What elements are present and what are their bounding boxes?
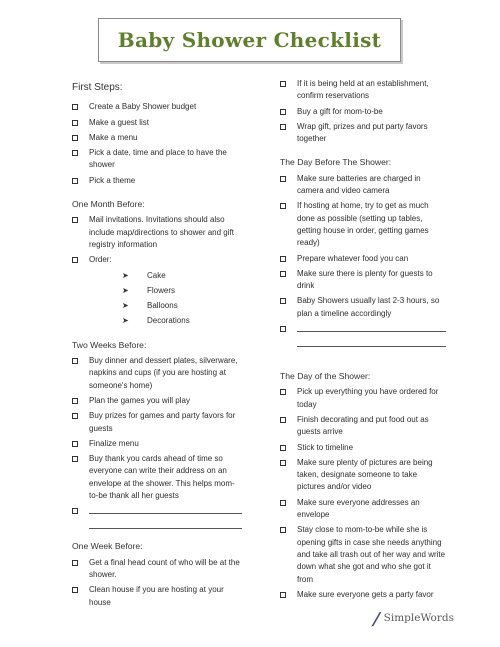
- sub-list: [89, 270, 242, 328]
- checkbox[interactable]: [72, 358, 78, 364]
- checklist-item: [72, 101, 242, 113]
- checklist-item-text: Stay close to mom-to-be while she is opening gifts in case she needs anything and take all trash out of her way and write down what she got and who she got it from: [297, 525, 446, 584]
- checkbox[interactable]: [280, 326, 286, 332]
- checklist-item: [280, 253, 446, 265]
- checkbox[interactable]: [280, 460, 286, 466]
- checklist-item: [280, 200, 446, 249]
- checkbox[interactable]: [72, 456, 78, 462]
- checkbox[interactable]: [72, 508, 78, 514]
- checklist-item: [280, 295, 446, 320]
- checkbox[interactable]: [280, 109, 286, 115]
- checklist-item-text: Stick to timeline: [297, 442, 354, 452]
- checkbox[interactable]: [72, 150, 78, 156]
- checkbox[interactable]: [280, 298, 286, 304]
- checklist-item: [72, 214, 242, 251]
- checklist: [280, 78, 446, 145]
- checklist-item: [72, 132, 242, 144]
- checklist-item: [72, 505, 242, 529]
- checklist-item: [72, 395, 242, 407]
- checklist: [72, 355, 242, 529]
- checklist-item: [280, 268, 446, 293]
- section-spacer: [72, 331, 242, 339]
- checklist-item-text: If hosting at home, try to get as much done as possible (setting up tables, getting house in order, getting games ready): [297, 201, 429, 248]
- checklist-item: [72, 584, 242, 609]
- checklist-item: [280, 323, 446, 347]
- checklist-item-text: Clean house if you are hosting at your house: [89, 585, 224, 607]
- section-spacer: [280, 148, 446, 156]
- checklist-item-text: Baby Showers usually last 2-3 hours, so plan a timeline accordingly: [297, 296, 440, 318]
- checklist-item: [280, 414, 446, 439]
- blank-write-in-line[interactable]: [297, 323, 446, 332]
- checklist-item-text: Make sure plenty of pictures are being taken, designate someone to take pictures and/or video: [297, 457, 433, 492]
- checklist-item: [72, 410, 242, 435]
- checklist-item: [72, 557, 242, 582]
- checkbox[interactable]: [280, 445, 286, 451]
- blank-write-in-line[interactable]: [89, 520, 242, 529]
- simplewords-logo: [370, 604, 454, 632]
- checklist-item-text: Plan the games you will play: [89, 395, 190, 405]
- section-spacer: [72, 532, 242, 540]
- checklist-item-text: Finalize menu: [89, 438, 139, 448]
- right-column: [280, 78, 446, 604]
- checklist-item-text: Mail invitations. Invitations should also include map/directions to shower and gift registry information: [89, 215, 234, 249]
- checklist-item: [280, 524, 446, 585]
- checklist-item-text: Buy prizes for games and party favors for guests: [89, 411, 236, 433]
- checkbox[interactable]: [72, 135, 78, 141]
- section-heading: One Week Before:: [72, 541, 143, 552]
- checklist-item: [72, 355, 242, 392]
- checklist-item: [72, 147, 242, 172]
- section-heading: First Steps:: [72, 82, 123, 93]
- checklist-item-text: Finish decorating and put food out as guests arrive: [297, 414, 429, 437]
- checkbox[interactable]: [72, 120, 78, 126]
- checkbox[interactable]: [280, 389, 286, 395]
- section-spacer: [280, 350, 446, 370]
- section-heading: The Day Before The Shower:: [280, 157, 392, 168]
- sub-item: [89, 300, 242, 312]
- sub-item: [89, 315, 242, 327]
- checklist-item: [280, 589, 446, 601]
- title-box: [98, 18, 401, 62]
- arrow-bullet-icon: ➤: [122, 270, 129, 280]
- checkbox[interactable]: [280, 527, 286, 533]
- checklist-item-text: If it is being held at an establishment, confirm reservations: [297, 79, 429, 101]
- checklist-item: [280, 106, 446, 118]
- checkbox[interactable]: [72, 413, 78, 419]
- checkbox[interactable]: [280, 500, 286, 506]
- checklist-item-text: Wrap gift, prizes and put party favors together: [297, 121, 428, 144]
- checkbox[interactable]: [72, 441, 78, 447]
- checklist-item-text: Buy a gift for mom-to-be: [297, 106, 383, 116]
- section-spacer: [72, 190, 242, 198]
- checklist-item-text: Buy thank you cards ahead of time so everyone can write their address on an envelope at the shower. This helps mom-to-be thank all her guests: [89, 454, 235, 501]
- checklist-item-text: Make a menu: [89, 132, 138, 142]
- checklist-item-text: Make sure everyone addresses an envelope: [297, 497, 420, 520]
- checkbox[interactable]: [72, 398, 78, 404]
- checklist-item-text: Pick a date, time and place to have the shower: [89, 148, 227, 170]
- section-heading: One Month Before:: [72, 199, 145, 210]
- page-title: Baby Shower Checklist: [117, 28, 382, 52]
- checkbox[interactable]: [280, 417, 286, 423]
- checklist: [280, 173, 446, 347]
- checklist-item-text: Pick a theme: [89, 175, 136, 185]
- sub-item-text: Flowers: [147, 285, 176, 295]
- checklist-item: [280, 121, 446, 146]
- checklist-item: [72, 453, 242, 502]
- checkbox[interactable]: [72, 178, 78, 184]
- arrow-bullet-icon: ➤: [122, 316, 129, 326]
- checkbox[interactable]: [72, 257, 78, 263]
- checkbox[interactable]: [280, 271, 286, 277]
- checklist: [280, 386, 446, 601]
- section-heading: The Day of the Shower:: [280, 371, 371, 382]
- checklist-item-text: Buy dinner and dessert plates, silverware, napkins and cups (if you are hosting at someone's home): [89, 356, 238, 390]
- checkbox[interactable]: [72, 217, 78, 223]
- sub-item-text: Cake: [147, 270, 166, 280]
- checklist-item-text: Make sure there is plenty for guests to drink: [297, 268, 433, 291]
- logo-text: SimpleWords: [383, 612, 454, 624]
- sub-item: [89, 270, 242, 282]
- checklist-item-text: Create a Baby Shower budget: [89, 102, 197, 112]
- checklist-item-text: Pick up everything you have ordered for today: [297, 387, 439, 409]
- checklist-item: [280, 457, 446, 494]
- blank-write-in-line[interactable]: [297, 338, 446, 347]
- checklist-item-text: Prepare whatever food you can: [297, 253, 409, 263]
- sub-item-text: Balloons: [147, 301, 178, 311]
- left-column: [72, 78, 242, 612]
- checklist-item: [280, 78, 446, 103]
- checkbox[interactable]: [280, 81, 286, 87]
- checklist-item: [72, 438, 242, 450]
- checklist-item-text: Make a guest list: [89, 117, 150, 127]
- sub-item-text: Decorations: [147, 316, 190, 326]
- checklist-item-text: Make sure everyone gets a party favor: [297, 589, 434, 599]
- checkbox[interactable]: [72, 104, 78, 110]
- checklist: [72, 101, 242, 187]
- checklist-item-text: Make sure batteries are charged in camera and video camera: [297, 173, 421, 196]
- checkbox[interactable]: [72, 560, 78, 566]
- checkbox[interactable]: [280, 256, 286, 262]
- pen-icon: [370, 606, 383, 630]
- arrow-bullet-icon: ➤: [122, 285, 129, 295]
- checklist-item-text: Order:: [89, 255, 112, 265]
- checklist-item-text: Get a final head count of who will be at the shower.: [89, 557, 240, 579]
- arrow-bullet-icon: ➤: [122, 301, 129, 311]
- checklist-item: [72, 117, 242, 129]
- checkbox[interactable]: [280, 176, 286, 182]
- checklist-item: [280, 497, 446, 522]
- checklist-item: [72, 175, 242, 187]
- checkbox[interactable]: [280, 203, 286, 209]
- sub-item: [89, 285, 242, 297]
- checklist-item: [72, 254, 242, 327]
- checklist-item: [280, 442, 446, 454]
- checkbox[interactable]: [280, 124, 286, 130]
- checkbox[interactable]: [72, 587, 78, 593]
- checkbox[interactable]: [280, 592, 286, 598]
- section-heading: Two Weeks Before:: [72, 339, 147, 350]
- blank-write-in-line[interactable]: [89, 505, 242, 514]
- checklist: [72, 214, 242, 327]
- checklist-item: [280, 386, 446, 411]
- checklist: [72, 557, 242, 609]
- checklist-item: [280, 173, 446, 198]
